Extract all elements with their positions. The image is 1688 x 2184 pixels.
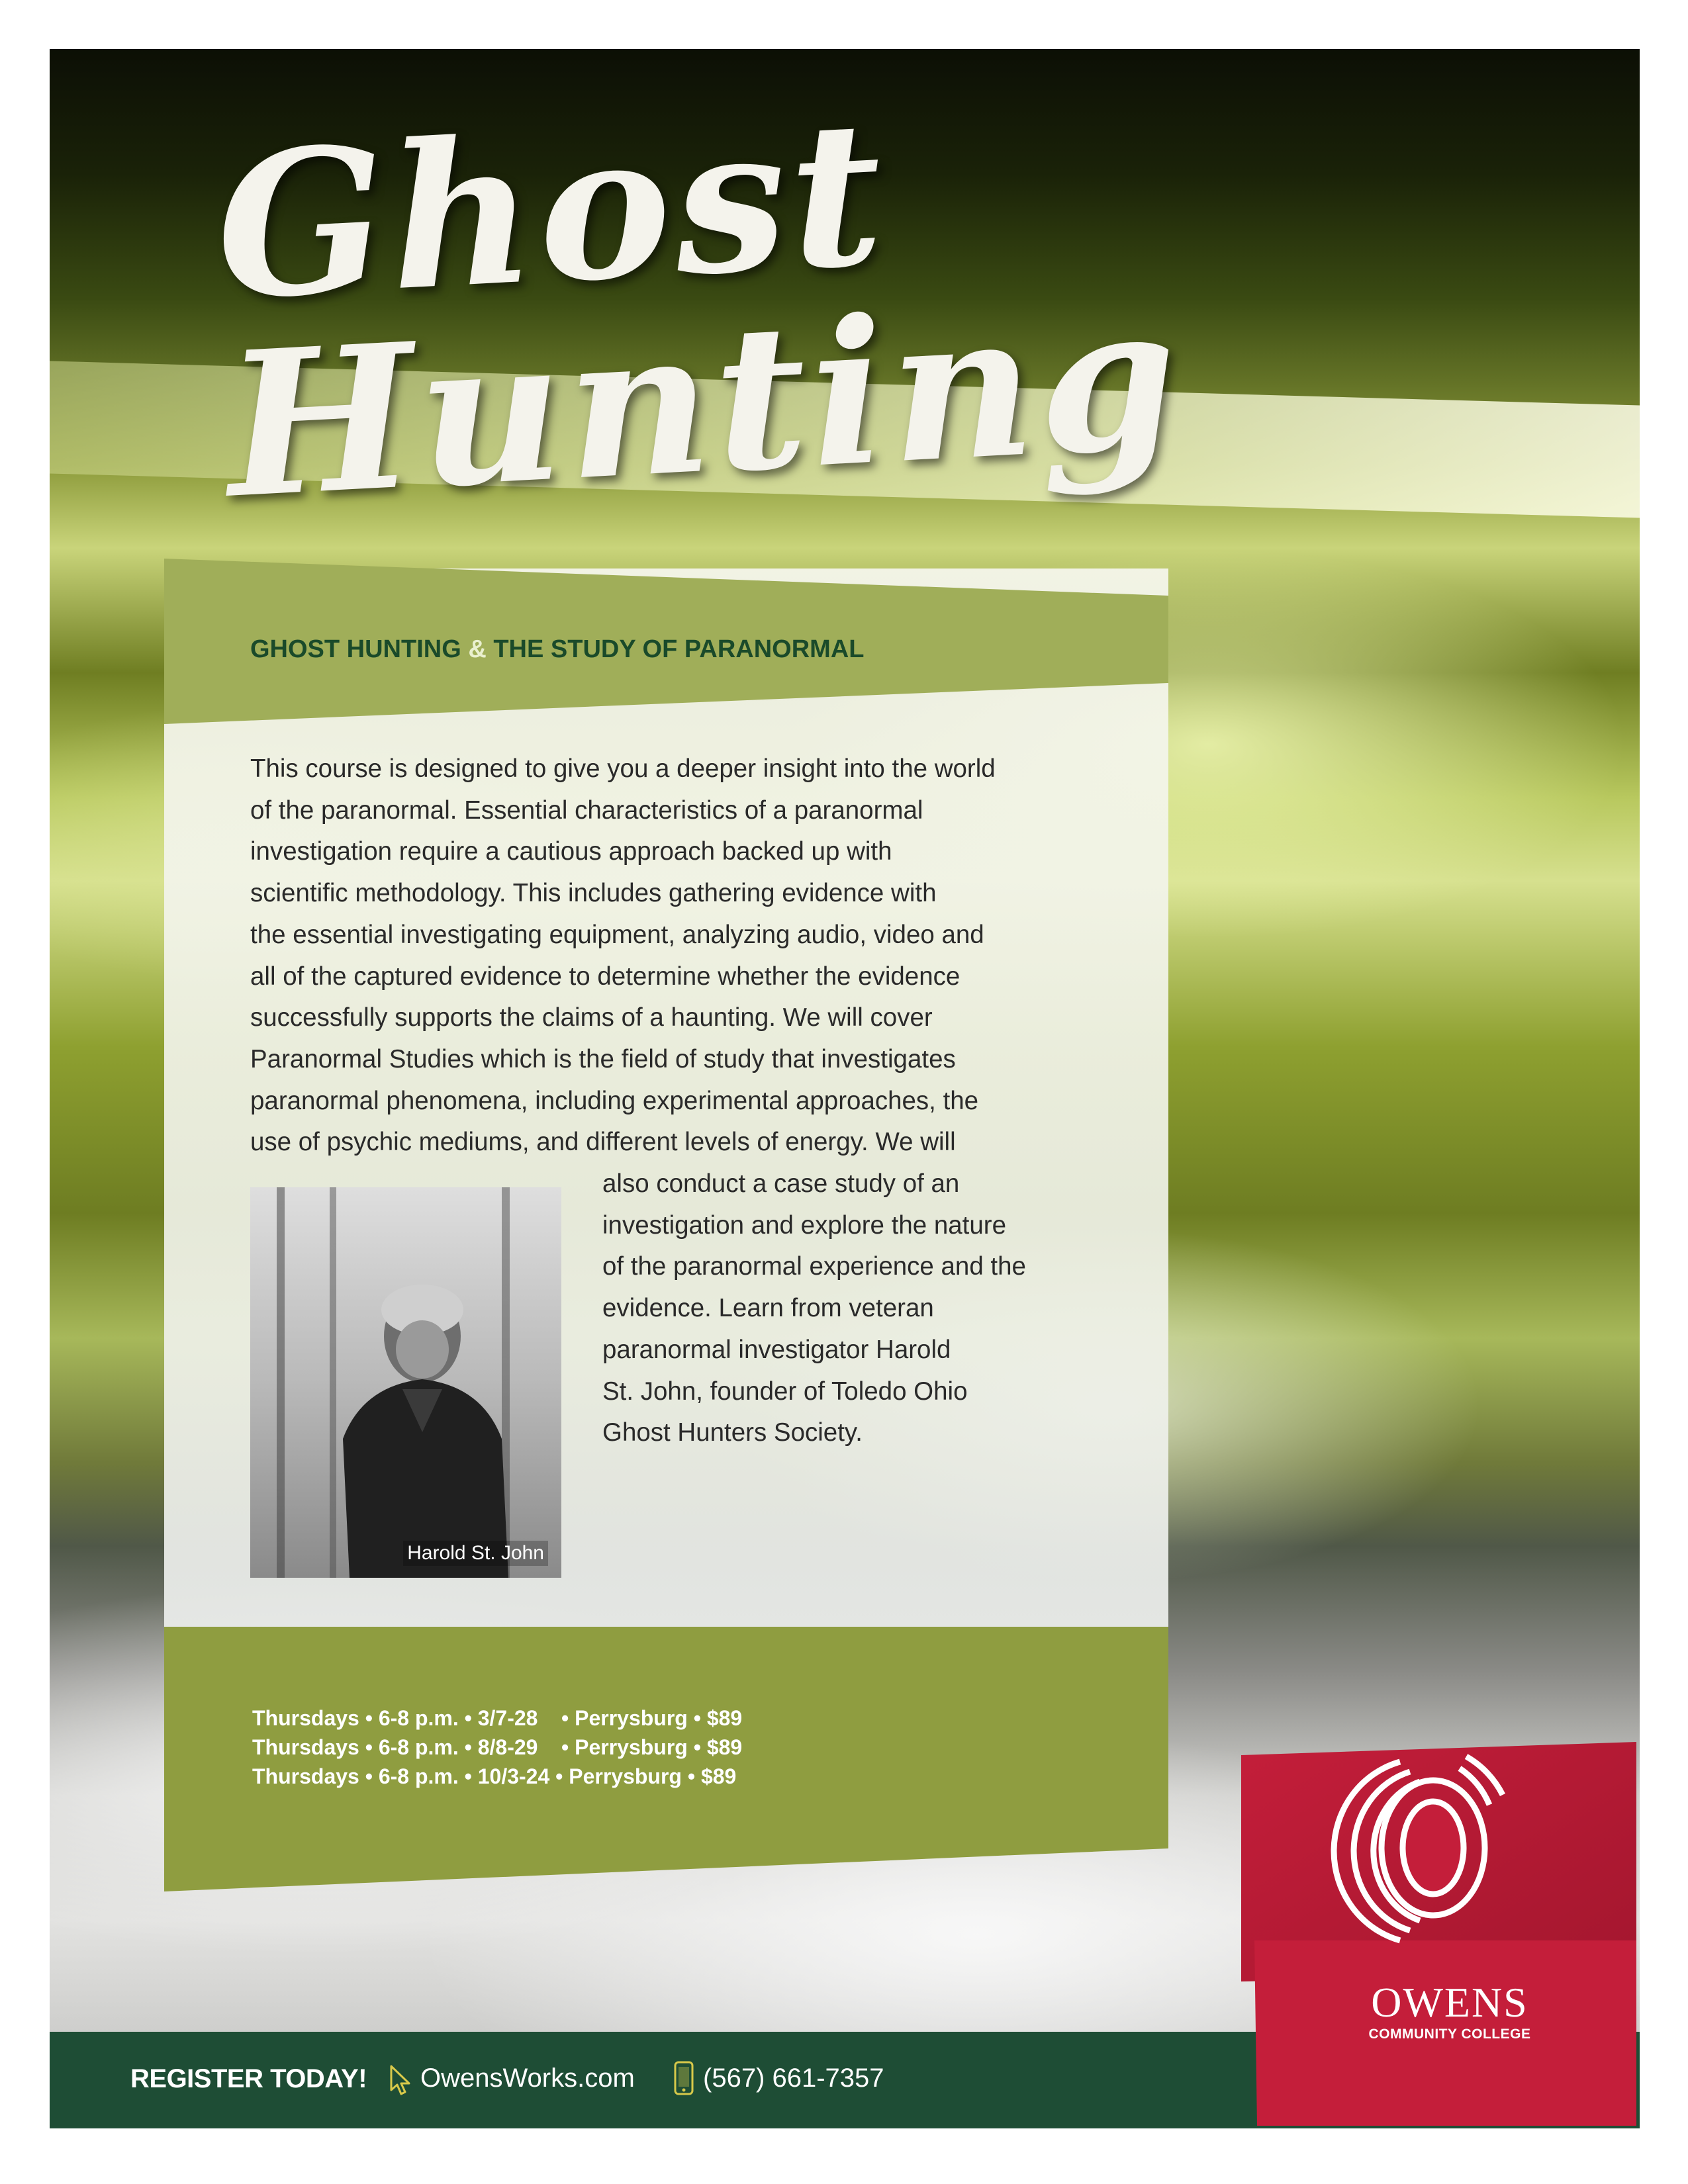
course-heading-ampersand: & — [468, 635, 487, 663]
course-heading-part1: GHOST HUNTING — [250, 635, 469, 663]
description-line: paranormal investigator Harold — [602, 1335, 951, 1364]
description-line: Ghost Hunters Society. — [602, 1418, 863, 1447]
description-line: investigation and explore the nature — [602, 1210, 1007, 1240]
poster-title: Ghost Hunting — [210, 75, 1187, 543]
description-line: successfully supports the claims of a haunting. We will cover — [250, 1003, 933, 1032]
poster-background — [50, 49, 1640, 2128]
instructor-silhouette — [323, 1273, 522, 1578]
photo-caption: Harold St. John — [403, 1541, 548, 1566]
course-description-continued — [602, 1163, 1105, 1454]
course-heading-part2: THE STUDY OF PARANORMAL — [486, 635, 865, 663]
description-line: of the paranormal. Essential characteristics of a paranormal — [250, 796, 923, 825]
description-line: investigation require a cautious approach backed up with — [250, 837, 892, 866]
description-line: of the paranormal experience and the — [602, 1252, 1026, 1281]
course-heading — [250, 635, 1111, 664]
register-today-label: REGISTER TODAY! — [130, 2064, 367, 2093]
mobile-phone-icon — [674, 2061, 694, 2095]
description-line: Paranormal Studies which is the field of study that investigates — [250, 1044, 956, 1073]
schedule-item: Thursdays • 6-8 p.m. • 3/7-28 • Perrysburg • $89 — [252, 1706, 743, 1730]
description-line: evidence. Learn from veteran — [602, 1294, 934, 1323]
description-line: scientific methodology. This includes gathering evidence with — [250, 879, 937, 908]
description-line: all of the captured evidence to determine whether the evidence — [250, 962, 961, 991]
description-line: use of psychic mediums, and different levels of energy. We will — [250, 1128, 956, 1157]
description-line: St. John, founder of Toledo Ohio — [602, 1377, 968, 1406]
schedule-list — [252, 1704, 742, 1791]
description-line: paranormal phenomena, including experimental approaches, the — [250, 1086, 979, 1115]
description-line: also conduct a case study of an — [602, 1169, 960, 1198]
logo-subtitle: COMMUNITY COLLEGE — [1368, 2026, 1531, 2042]
cursor-arrow-icon — [389, 2065, 412, 2097]
owens-logo-flag — [1241, 1742, 1636, 2126]
schedule-item: Thursdays • 6-8 p.m. • 10/3-24 • Perrysburg • $89 — [252, 1764, 737, 1788]
website-link[interactable]: OwensWorks.com — [420, 2064, 635, 2093]
instructor-photo — [250, 1187, 561, 1578]
description-line: the essential investigating equipment, analyzing audio, video and — [250, 920, 984, 949]
description-line: This course is designed to give you a deeper insight into the world — [250, 754, 996, 783]
course-description — [250, 749, 1104, 1163]
logo-name: OWENS — [1371, 1979, 1528, 2026]
schedule-item: Thursdays • 6-8 p.m. • 8/8-29 • Perrysburg • $89 — [252, 1735, 743, 1759]
phone-number[interactable]: (567) 661-7357 — [703, 2064, 884, 2093]
